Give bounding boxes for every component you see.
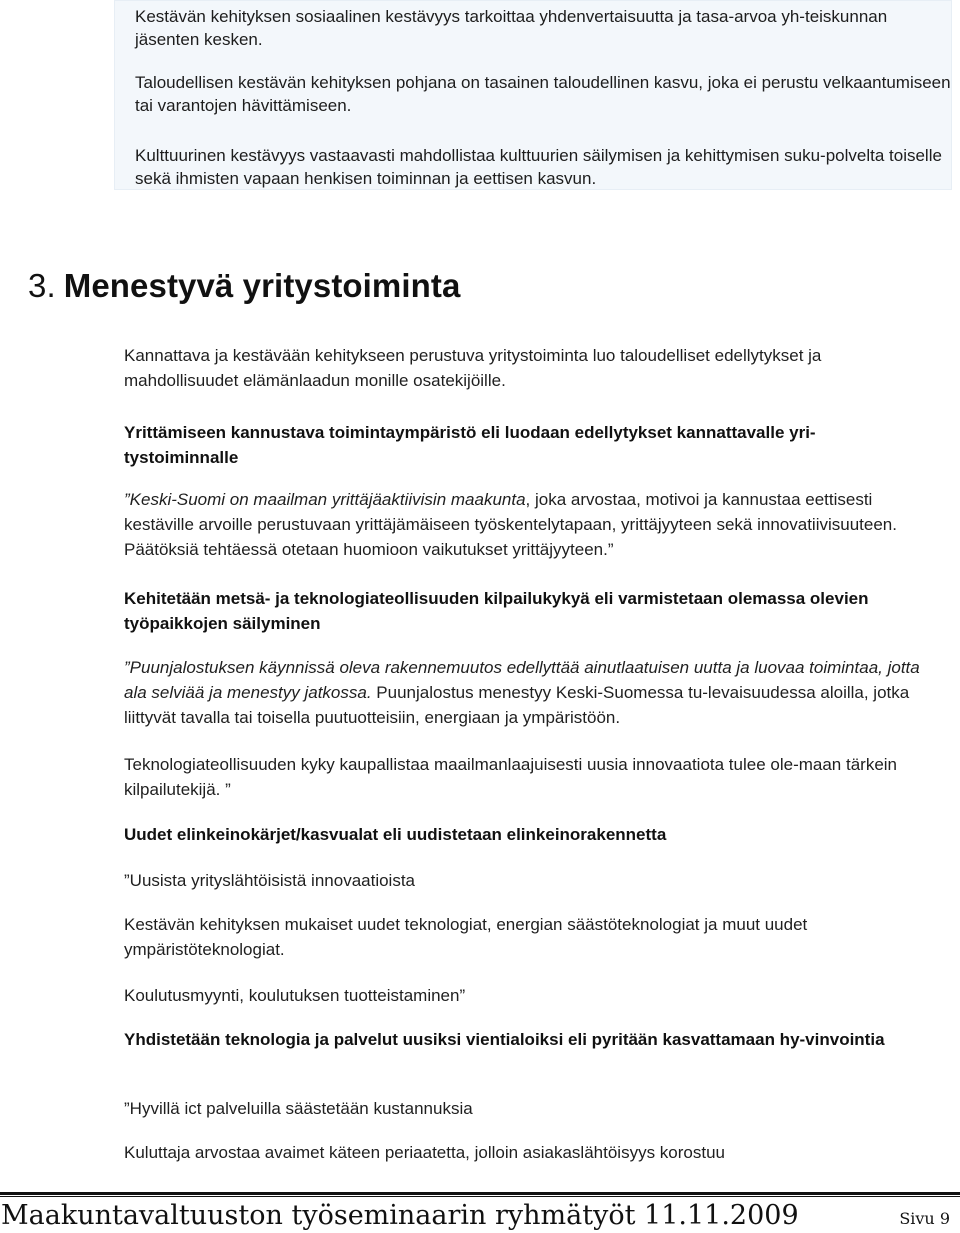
quote-puunjalostus-rest: Puunjalostus menestyy Keski-Suomessa tu-levaisuudessa aloilla, jotka liittyvät tavalla tai toisella puutuotteisiin, energiaan ja ympäristöön. <box>124 683 910 727</box>
section-number: 3. <box>28 267 56 304</box>
footer-title: Maakuntavaltuuston työseminaarin ryhmätyöt 11.11.2009 <box>1 1200 799 1231</box>
quote-keski-suomi-rest: , joka arvostaa, motivoi ja kannustaa eettisesti kestäville arvoille perustuvaan yrittäjämäiseen työskentelytapaan, yrittäjyyteen sekä innovatiivisuuteen. Päätöksiä tehtäessä otetaan huomioon vaikutukset yrittäjyyteen.” <box>124 490 897 559</box>
quote-puunjalostus <box>124 655 926 730</box>
footer-rule-thick <box>0 1192 960 1195</box>
section-title-text: Menestyvä yritystoiminta <box>63 267 461 304</box>
section-heading <box>28 266 460 306</box>
paragraph-kestavan-kehityksen: Kestävän kehityksen mukaiset uudet teknologiat, energian säästöteknologiat ja muut uudet ympäristöteknologiat. <box>124 915 808 959</box>
paragraph-teknologiateollisuus: Teknologiateollisuuden kyky kaupallistaa maailmanlaajuisesti uusia innovaatiota tulee ole-maan tärkein kilpailutekijä. ” <box>124 755 898 799</box>
subheading-yrittamiseen: Yrittämiseen kannustava toimintaympäristö eli luodaan edellytykset kannattavalle yri-tystoiminnalle <box>124 423 816 467</box>
intro-paragraph-social: Kestävän kehityksen sosiaalinen kestävyys tarkoittaa yhdenvertaisuutta ja tasa-arvoa yh-teiskunnan jäsenten kesken. <box>135 7 888 49</box>
paragraph-kuluttaja: Kuluttaja arvostaa avaimet käteen periaatetta, jolloin asiakaslähtöisyys korostuu <box>124 1143 726 1162</box>
paragraph-koulutusmyynti: Koulutusmyynti, koulutuksen tuotteistaminen” <box>124 986 466 1005</box>
footer-rule-thin <box>0 1196 960 1197</box>
paragraph-hyvilla-ict: ”Hyvillä ict palveluilla säästetään kustannuksia <box>124 1099 473 1118</box>
quote-keski-suomi <box>124 487 926 562</box>
paragraph-uusista: ”Uusista yrityslähtöisistä innovaatioista <box>124 871 416 890</box>
paragraph-kannattava: Kannattava ja kestävään kehitykseen perustuva yritystoiminta luo taloudelliset edellytykset ja mahdollisuudet elämänlaadun monille osatekijöille. <box>124 346 822 390</box>
quote-puunjalostus-italic: ”Puunjalostuksen käynnissä oleva rakennemuutos edellyttää ainutlaatuisen uutta ja luovaa toimintaa, jotta ala selviää ja menestyy jatkossa. <box>124 658 920 702</box>
subheading-yhdistetaan: Yhdistetään teknologia ja palvelut uusiksi vientialoiksi eli pyritään kasvattamaan hy-vinvointia <box>124 1030 885 1049</box>
intro-highlight-box <box>114 0 952 190</box>
subheading-elinkeinokarjet: Uudet elinkeinokärjet/kasvualat eli uudistetaan elinkeinorakennetta <box>124 825 667 844</box>
subheading-metsa-teknologia: Kehitetään metsä- ja teknologiateollisuuden kilpailukykyä eli varmistetaan olemassa olevien työpaikkojen säilyminen <box>124 589 869 633</box>
intro-paragraph-economic: Taloudellisen kestävän kehityksen pohjana on tasainen taloudellinen kasvu, joka ei perustu velkaantumiseen tai varantojen hävittämiseen. <box>135 73 951 115</box>
quote-keski-suomi-italic: ”Keski-Suomi on maailman yrittäjäaktiivisin maakunta <box>124 490 526 509</box>
footer-page-number: Sivu 9 <box>899 1209 950 1228</box>
intro-paragraph-cultural: Kulttuurinen kestävyys vastaavasti mahdollistaa kulttuurien säilymisen ja kehittymisen suku-polvelta toiselle sekä ihmisten vapaan henkisen toiminnan ja eettisen kasvun. <box>135 146 942 188</box>
